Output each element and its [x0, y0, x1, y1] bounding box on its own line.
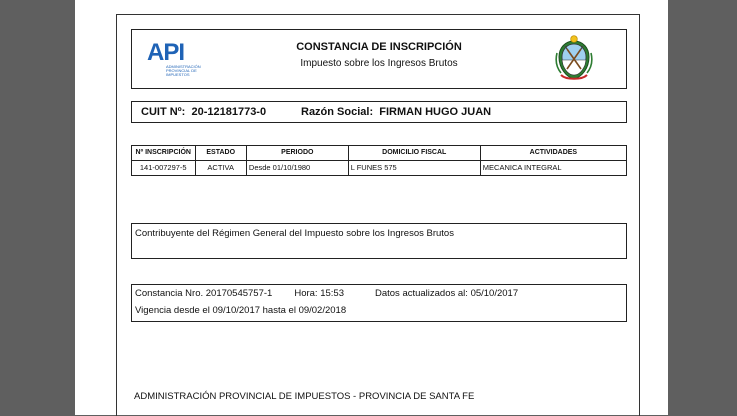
constancia-number: Constancia Nro. 20170545757-1	[135, 288, 273, 299]
column-header: ACTIVIDADES	[480, 146, 626, 161]
constancia-line	[135, 288, 518, 299]
contribuyente-text: Contribuyente del Régimen General del Impuesto sobre los Ingresos Brutos	[135, 228, 454, 239]
razon-social-value: FIRMAN HUGO JUAN	[379, 106, 492, 118]
periodo-cell: Desde 01/10/1980	[246, 161, 348, 176]
api-logo-subtitle: ADMINISTRACIÓN PROVINCIAL DE IMPUESTOS	[166, 64, 201, 77]
actividades-cell: MECANICA INTEGRAL	[480, 161, 626, 176]
estado-cell: ACTIVA	[195, 161, 246, 176]
pdf-page	[75, 0, 668, 415]
api-logo-text: API	[147, 39, 185, 66]
certificate-title: CONSTANCIA DE INSCRIPCIÓN	[296, 41, 462, 53]
inscripcion-cell: 141-007297-5	[132, 161, 196, 176]
contribuyente-box	[131, 223, 627, 259]
column-header: DOMICILIO FISCAL	[348, 146, 480, 161]
razon-social-label: Razón Social:	[301, 106, 374, 118]
certificate-header	[131, 29, 627, 89]
razon-social-group	[301, 106, 491, 118]
column-header: ESTADO	[195, 146, 246, 161]
cuit-bar	[131, 101, 627, 123]
footer-text: ADMINISTRACIÓN PROVINCIAL DE IMPUESTOS - PROVINCIA DE SANTA FE	[134, 391, 475, 402]
registration-table	[131, 145, 627, 176]
column-header: PERIODO	[246, 146, 348, 161]
certificate-subtitle: Impuesto sobre los Ingresos Brutos	[300, 58, 458, 69]
datos-actualizados: Datos actualizados al: 05/10/2017	[374, 288, 519, 299]
cuit-value: 20-12181773-0	[191, 106, 267, 118]
coat-of-arms-icon	[555, 35, 593, 82]
constancia-hora: Hora: 15:53	[294, 288, 344, 299]
table-row	[132, 161, 627, 176]
column-header: Nº INSCRIPCIÓN	[132, 146, 196, 161]
table-header-row	[132, 146, 627, 161]
certificate-sheet	[116, 14, 640, 416]
constancia-box	[131, 284, 627, 322]
domicilio-cell: L FUNES 575	[348, 161, 480, 176]
cuit-group	[141, 106, 266, 118]
cuit-label: CUIT Nº:	[141, 106, 186, 118]
vigencia-line: Vigencia desde el 09/10/2017 hasta el 09/02/2018	[135, 305, 347, 316]
